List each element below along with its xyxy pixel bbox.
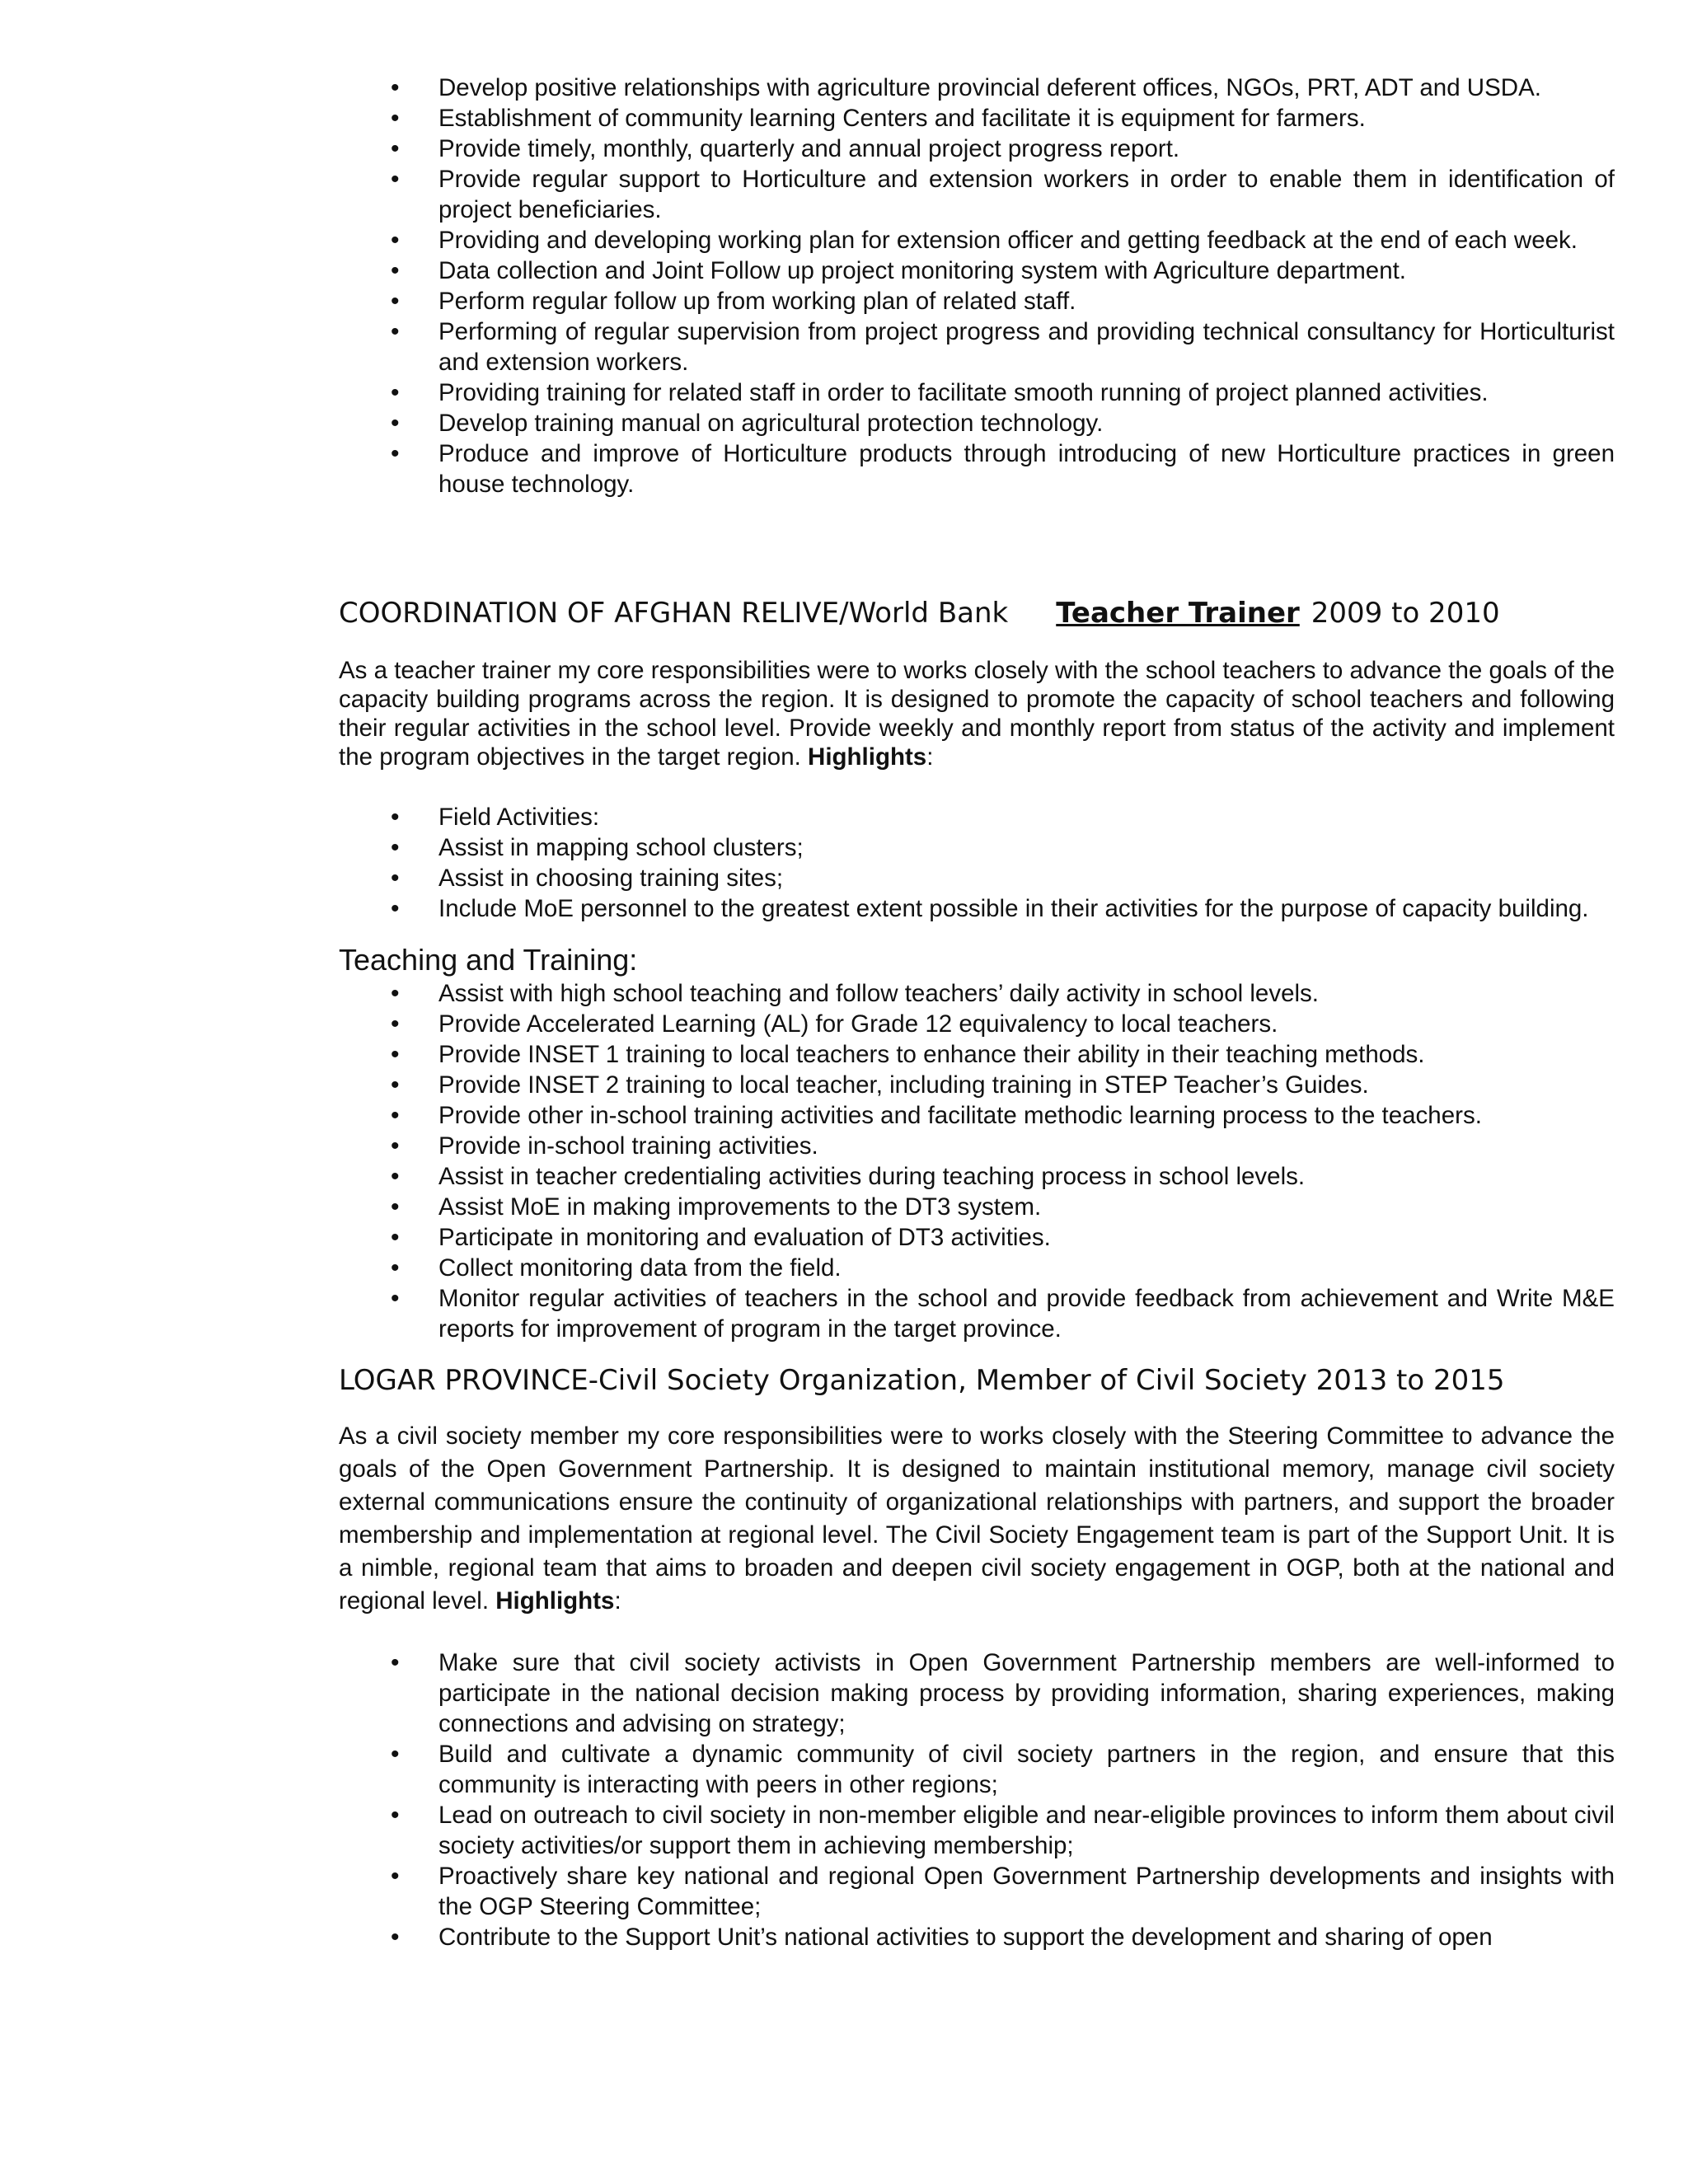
job-role: Teacher Trainer [1056, 597, 1300, 630]
teaching-list [339, 978, 1615, 1344]
list-item: • Build and cultivate a dynamic community of civil society partners in the region, and ensure that this community is interacting with peers in other regions; [339, 1739, 1615, 1800]
list-item: • Assist in mapping school clusters; [339, 832, 1615, 863]
list-item: • Perform regular follow up from working plan of related staff. [339, 286, 1615, 316]
list-item: • Monitor regular activities of teachers in the school and provide feedback from achievement and Write M&E reports for improvement of program in the target province. [339, 1283, 1615, 1344]
list-item: • Provide regular support to Horticulture and extension workers in order to enable them in identification of project beneficiaries. [339, 164, 1615, 225]
list-item: • Provide in-school training activities. [339, 1131, 1615, 1161]
job-description [339, 656, 1615, 771]
organization-name: COORDINATION OF AFGHAN RELIVE/World Bank [339, 597, 1009, 630]
list-item: • Data collection and Joint Follow up project monitoring system with Agriculture department. [339, 255, 1615, 286]
job-heading-car [339, 595, 1615, 631]
list-item: • Contribute to the Support Unit’s national activities to support the development and sharing of open [339, 1922, 1615, 1952]
list-item: • Assist in teacher credentialing activities during teaching process in school levels. [339, 1161, 1615, 1192]
colon: : [926, 743, 934, 771]
list-item: • Assist with high school teaching and follow teachers’ daily activity in school levels. [339, 978, 1615, 1009]
list-item: • Performing of regular supervision from project progress and providing technical consultancy for Horticulturist and extension workers. [339, 316, 1615, 377]
job-years: 2009 to 2010 [1311, 597, 1500, 630]
list-item: • Produce and improve of Horticulture products through introducing of new Horticulture practices in green house technology. [339, 438, 1615, 499]
list-item: • Proactively share key national and regional Open Government Partnership developments and insights with the OGP Steering Committee; [339, 1861, 1615, 1922]
list-item: • Provide INSET 1 training to local teachers to enhance their ability in their teaching methods. [339, 1039, 1615, 1070]
list-item: • Participate in monitoring and evaluation of DT3 activities. [339, 1222, 1615, 1253]
list-item: • Providing training for related staff in order to facilitate smooth running of project planned activities. [339, 377, 1615, 408]
list-item: • Provide other in-school training activities and facilitate methodic learning process to the teachers. [339, 1100, 1615, 1131]
description-text: As a teacher trainer my core responsibilities were to works closely with the school teachers to advance the goals of the capacity building programs across the region. It is designed to promote the capacity of school teachers and following their regular activities in the school level. Provide weekly and monthly report from status of the activity and implement the program objectives in the target region. [339, 657, 1615, 771]
list-item: • Collect monitoring data from the field. [339, 1253, 1615, 1283]
list-item: • Providing and developing working plan for extension officer and getting feedback at the end of each week. [339, 225, 1615, 255]
list-item: • Lead on outreach to civil society in non-member eligible and near-eligible provinces to inform them about civil society activities/or support them in achieving membership; [339, 1800, 1615, 1861]
list-item: • Develop positive relationships with agriculture provincial deferent offices, NGOs, PRT, ADT and USDA. [339, 73, 1615, 103]
highlights-label: Highlights [808, 743, 927, 771]
list-item: • Make sure that civil society activists in Open Government Partnership members are well-informed to participate in the national decision making process by providing information, sharing experiences, making connections and advising on strategy; [339, 1647, 1615, 1739]
teaching-subheading: Teaching and Training: [339, 943, 638, 977]
colon: : [614, 1587, 621, 1615]
list-item: • Provide INSET 2 training to local teacher, including training in STEP Teacher’s Guides. [339, 1070, 1615, 1100]
description-text: As a civil society member my core responsibilities were to works closely with the Steering Committee to advance the goals of the Open Government Partnership. It is designed to maintain institutional memory, manage civil society external communications ensure the continuity of organizational relationships with partners, and support the broader membership and implementation at regional level. The Civil Society Engagement team is part of the Support Unit. It is a nimble, regional team that aims to broaden and deepen civil society engagement in OGP, both at the national and regional level. [339, 1422, 1615, 1615]
responsibilities-list [339, 73, 1615, 499]
list-item: • Include MoE personnel to the greatest extent possible in their activities for the purpose of capacity building. [339, 893, 1615, 924]
highlights-label: Highlights [495, 1587, 615, 1615]
field-activities-list [339, 802, 1615, 924]
job-description [339, 1420, 1615, 1618]
list-item: • Provide timely, monthly, quarterly and annual project progress report. [339, 134, 1615, 164]
list-item: • Field Activities: [339, 802, 1615, 832]
list-item: • Develop training manual on agricultural protection technology. [339, 408, 1615, 438]
list-item: • Provide Accelerated Learning (AL) for Grade 12 equivalency to local teachers. [339, 1009, 1615, 1039]
job-heading-logar: LOGAR PROVINCE-Civil Society Organization, Member of Civil Society 2013 to 2015 [339, 1364, 1505, 1397]
page-content [339, 73, 1615, 1952]
list-item: • Assist MoE in making improvements to the DT3 system. [339, 1192, 1615, 1222]
list-item: • Establishment of community learning Centers and facilitate it is equipment for farmers. [339, 103, 1615, 134]
list-item: • Assist in choosing training sites; [339, 863, 1615, 893]
civil-society-list [339, 1647, 1615, 1952]
